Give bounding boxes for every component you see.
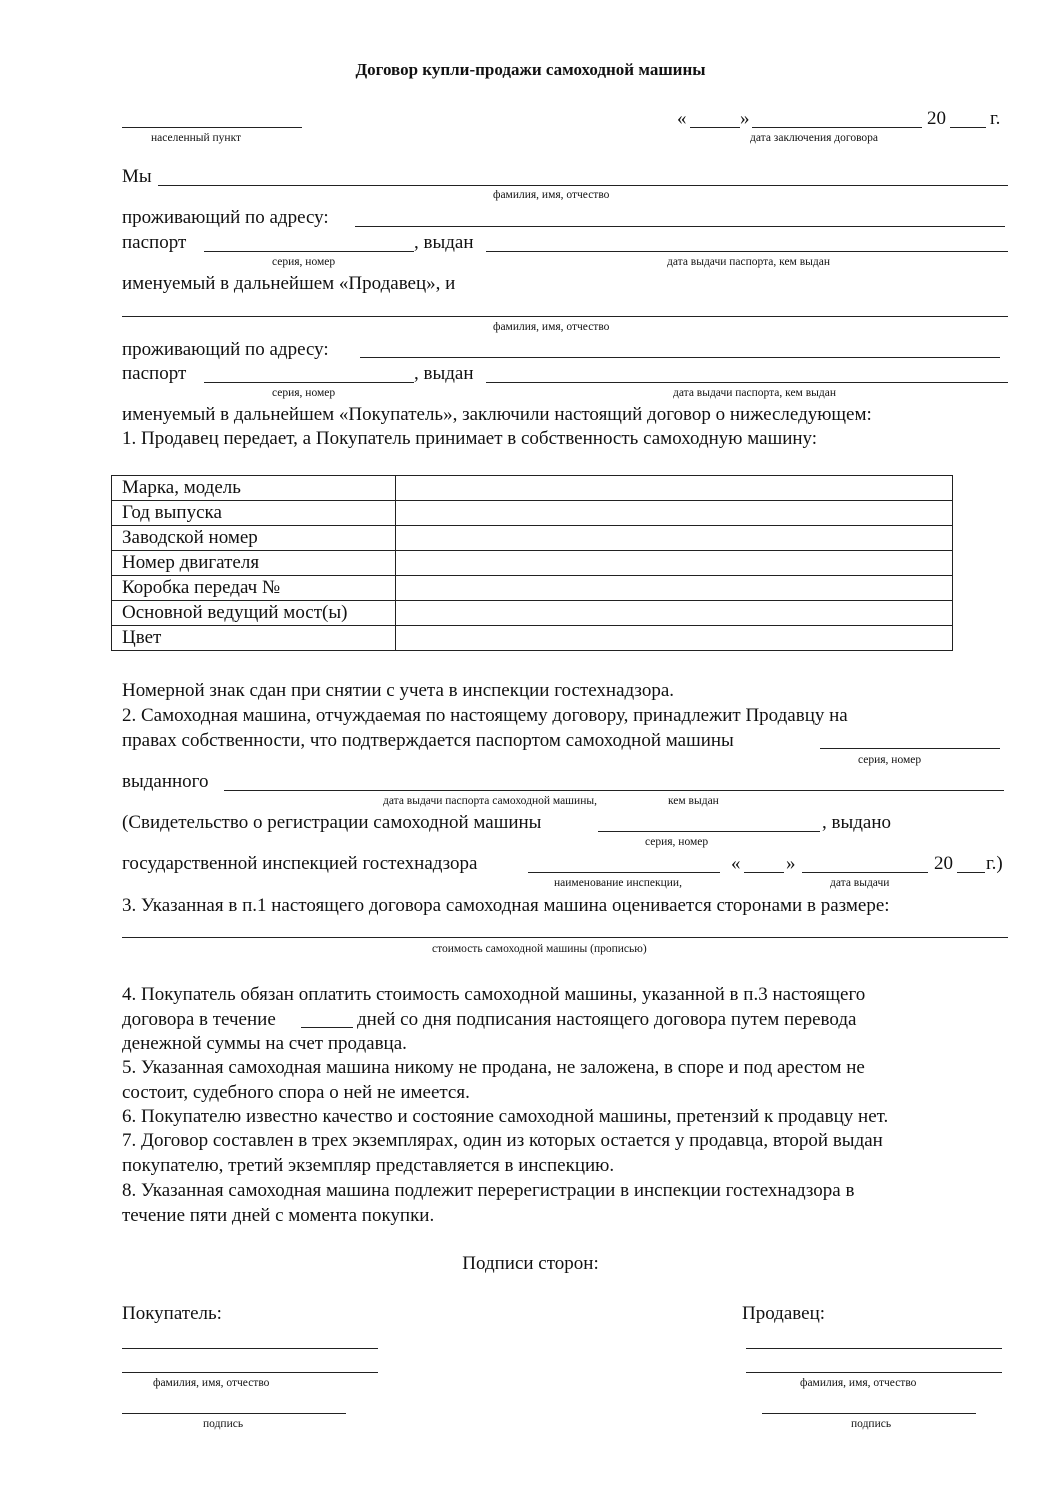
- table-row: [112, 576, 953, 601]
- clause-6: 6. Покупателю известно качество и состояние самоходной машины, претензий к продавцу нет.: [122, 1106, 889, 1127]
- clause-8-line-2: течение пяти дней с момента покупки.: [122, 1205, 435, 1226]
- spec-value[interactable]: [396, 476, 953, 501]
- spec-label: Марка, модель: [112, 476, 396, 501]
- clause-8-line-1: 8. Указанная самоходная машина подлежит перерегистрации в инспекции гостехнадзора в: [122, 1180, 855, 1201]
- clause-2-line-2: правах собственности, что подтверждается паспортом самоходной машины: [122, 730, 734, 751]
- buyer-sign-label: Покупатель:: [122, 1303, 222, 1324]
- seller-issued-field[interactable]: [486, 251, 1008, 252]
- we-label: Мы: [122, 166, 152, 187]
- cert-day-field[interactable]: [744, 872, 784, 873]
- date-caption: дата заключения договора: [750, 132, 879, 144]
- clause-1: 1. Продавец передает, а Покупатель принимает в собственность самоходную машину:: [122, 428, 818, 449]
- clause-2-line-1: 2. Самоходная машина, отчуждаемая по настоящему договору, принадлежит Продавцу на: [122, 705, 848, 726]
- clause-7-line-2: покупателю, третий экземпляр представляется в инспекцию.: [122, 1155, 615, 1176]
- price-field[interactable]: [122, 937, 1008, 938]
- clause-5-line-2: состоит, судебного спора о ней не имеется.: [122, 1082, 470, 1103]
- cert-quote-open: «: [731, 853, 741, 874]
- clause-7-line-1: 7. Договор составлен в трех экземплярах, один из которых остается у продавца, второй выдан: [122, 1130, 883, 1151]
- issued-word: выданного: [122, 771, 209, 792]
- spec-value[interactable]: [396, 576, 953, 601]
- seller-passport-label: паспорт: [122, 232, 187, 253]
- spec-label: Цвет: [112, 626, 396, 651]
- spec-value[interactable]: [396, 551, 953, 576]
- day-field[interactable]: [690, 127, 740, 128]
- seller-sign-label: Продавец:: [742, 1303, 826, 1324]
- seller-series-caption: серия, номер: [272, 256, 336, 268]
- cert-issued: , выдано: [822, 812, 892, 833]
- spec-value[interactable]: [396, 526, 953, 551]
- date-quote-close: »: [740, 108, 750, 129]
- clause-5-line-1: 5. Указанная самоходная машина никому не продана, не заложена, в споре и под арестом не: [122, 1057, 865, 1078]
- buyer-series-caption: серия, номер: [272, 387, 336, 399]
- spec-label: Основной ведущий мост(ы): [112, 601, 396, 626]
- spec-label: Номер двигателя: [112, 551, 396, 576]
- date-quote-open: «: [677, 108, 687, 129]
- inspection-name-field[interactable]: [528, 872, 720, 873]
- cert-label: (Свидетельство о регистрации самоходной машины: [122, 812, 542, 833]
- spec-value[interactable]: [396, 601, 953, 626]
- inspection-caption: наименование инспекции,: [554, 877, 682, 889]
- page-title: Договор купли-продажи самоходной машины: [355, 60, 706, 79]
- buyer-passport-label: паспорт: [122, 363, 187, 384]
- buyer-address-label: проживающий по адресу:: [122, 339, 329, 360]
- table-row: [112, 476, 953, 501]
- seller-address-field[interactable]: [355, 226, 1005, 227]
- cert-year-field[interactable]: [957, 872, 985, 873]
- buyer-issued-field[interactable]: [486, 382, 1008, 383]
- cert-series-caption: серия, номер: [645, 836, 709, 848]
- vehicle-passport-series-caption: серия, номер: [858, 754, 922, 766]
- table-row: [112, 501, 953, 526]
- seller-named: именуемый в дальнейшем «Продавец», и: [122, 273, 456, 294]
- seller-signature-caption: подпись: [851, 1418, 892, 1430]
- seller-address-label: проживающий по адресу:: [122, 207, 329, 228]
- buyer-passport-field[interactable]: [204, 382, 414, 383]
- issued-caption-b: кем выдан: [668, 795, 719, 807]
- buyer-named: именуемый в дальнейшем «Покупатель», заключили настоящий договор о нижеследующем:: [122, 404, 872, 425]
- year-prefix: 20: [927, 108, 946, 129]
- clause-4-line-2a: договора в течение: [122, 1009, 276, 1030]
- spec-label: Год выпуска: [112, 501, 396, 526]
- seller-passport-field[interactable]: [204, 251, 414, 252]
- payment-days-field[interactable]: [301, 1027, 353, 1028]
- vehicle-passport-series-field[interactable]: [820, 748, 1000, 749]
- price-caption: стоимость самоходной машины (прописью): [432, 943, 647, 955]
- buyer-sign-fio-caption: фамилия, имя, отчество: [153, 1377, 270, 1389]
- cert-month-field[interactable]: [802, 872, 928, 873]
- year-suffix: г.: [990, 108, 1001, 129]
- spec-label: Коробка передач №: [112, 576, 396, 601]
- plate-note: Номерной знак сдан при снятии с учета в инспекции гостехнадзора.: [122, 680, 675, 701]
- issued-caption-a: дата выдачи паспорта самоходной машины,: [383, 795, 597, 807]
- spec-value[interactable]: [396, 501, 953, 526]
- clause-4-line-1: 4. Покупатель обязан оплатить стоимость самоходной машины, указанной в п.3 настоящего: [122, 984, 866, 1005]
- buyer-signature-caption: подпись: [203, 1418, 244, 1430]
- buyer-issued-label: , выдан: [414, 363, 474, 384]
- buyer-issue-caption: дата выдачи паспорта, кем выдан: [673, 387, 836, 399]
- cert-series-field[interactable]: [598, 831, 820, 832]
- seller-signature-field[interactable]: [762, 1413, 976, 1414]
- month-field[interactable]: [752, 127, 922, 128]
- cert-quote-close: »: [786, 853, 796, 874]
- table-row: [112, 626, 953, 651]
- buyer-address-field[interactable]: [360, 357, 1000, 358]
- seller-issued-label: , выдан: [414, 232, 474, 253]
- cert-year-prefix: 20: [934, 853, 953, 874]
- table-row: [112, 526, 953, 551]
- buyer-sign-fio-field-2[interactable]: [122, 1372, 378, 1373]
- seller-sign-fio-caption: фамилия, имя, отчество: [800, 1377, 917, 1389]
- clause-4-line-3: денежной суммы на счет продавца.: [122, 1033, 407, 1054]
- table-row: [112, 551, 953, 576]
- seller-fio-caption: фамилия, имя, отчество: [493, 189, 610, 201]
- buyer-sign-fio-field-1[interactable]: [122, 1348, 378, 1349]
- vehicle-passport-issued-field[interactable]: [224, 790, 1004, 791]
- signatures-heading: Подписи сторон:: [462, 1253, 599, 1274]
- spec-label: Заводской номер: [112, 526, 396, 551]
- seller-sign-fio-field-2[interactable]: [746, 1372, 1002, 1373]
- buyer-fio-caption: фамилия, имя, отчество: [493, 321, 610, 333]
- inspection-label: государственной инспекцией гостехнадзора: [122, 853, 478, 874]
- clause-3: 3. Указанная в п.1 настоящего договора самоходная машина оценивается сторонами в размере:: [122, 895, 890, 916]
- spec-value[interactable]: [396, 626, 953, 651]
- buyer-fio-field[interactable]: [122, 316, 1008, 317]
- cert-year-suffix: г.): [986, 853, 1003, 874]
- cert-date-caption: дата выдачи: [830, 877, 890, 889]
- seller-fio-field[interactable]: [158, 185, 1008, 186]
- buyer-signature-field[interactable]: [122, 1413, 346, 1414]
- year-field[interactable]: [950, 127, 986, 128]
- place-caption: населенный пункт: [151, 132, 242, 144]
- seller-sign-fio-field-1[interactable]: [746, 1348, 1002, 1349]
- vehicle-spec-table: [111, 475, 953, 651]
- seller-issue-caption: дата выдачи паспорта, кем выдан: [667, 256, 830, 268]
- table-row: [112, 601, 953, 626]
- place-field[interactable]: [122, 127, 302, 128]
- clause-4-line-2b: дней со дня подписания настоящего договора путем перевода: [357, 1009, 857, 1030]
